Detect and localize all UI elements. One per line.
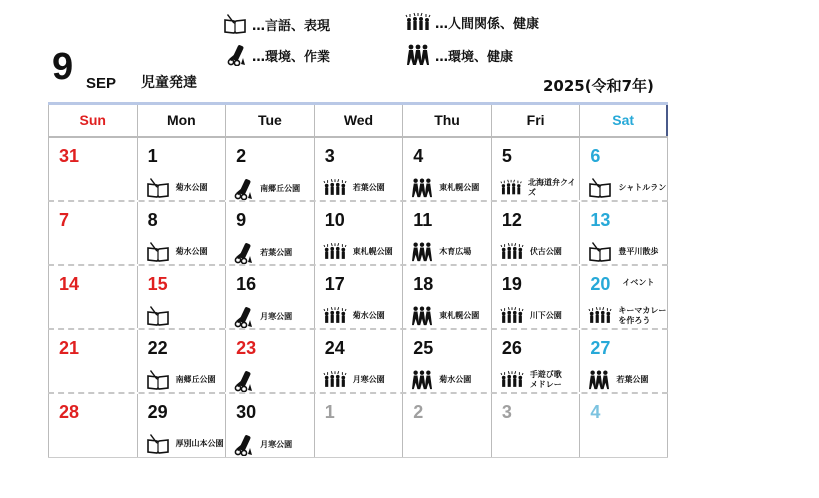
week-row: [48, 138, 668, 202]
writing-icon: [588, 242, 612, 262]
writing-icon: [588, 178, 612, 198]
event-label: 菊水公園: [352, 310, 385, 320]
day-number: 11: [413, 210, 433, 230]
event: [146, 434, 224, 454]
day-number: 1: [147, 146, 158, 166]
event-label: 菊水公園: [175, 183, 208, 193]
event-label: 若葉公園: [352, 182, 385, 192]
legend-item: [226, 44, 330, 66]
day-cell[interactable]: [579, 266, 668, 328]
day-number: 20: [590, 274, 611, 294]
event-label: 川下公園: [529, 310, 562, 320]
day-cell[interactable]: [579, 138, 668, 200]
people-group-icon: [323, 306, 347, 325]
people-group-icon: [405, 12, 431, 32]
day-cell[interactable]: [48, 202, 137, 264]
walking-people-icon: [411, 242, 433, 262]
walking-people-icon: [411, 178, 433, 198]
event: [411, 242, 471, 262]
calendar-weeks: [48, 138, 668, 458]
day-number: 3: [324, 146, 335, 166]
week-row: [48, 266, 668, 330]
day-number: 13: [590, 210, 611, 230]
day-cell[interactable]: [225, 266, 314, 328]
event-label: 南郷丘公園: [175, 375, 216, 385]
tools-icon: [234, 306, 254, 328]
day-cell[interactable]: [314, 330, 403, 392]
day-number: 25: [413, 338, 434, 358]
writing-icon: [222, 14, 248, 34]
day-note: イベント: [622, 278, 655, 287]
year-label: 2025(令和7年): [543, 77, 654, 95]
legend-item: [405, 12, 539, 32]
event: [234, 370, 260, 392]
day-cell[interactable]: [137, 266, 226, 328]
people-group-icon: [500, 178, 522, 197]
day-cell[interactable]: [48, 330, 137, 392]
day-cell[interactable]: [137, 330, 226, 392]
day-number: 21: [59, 338, 80, 358]
day-cell[interactable]: [48, 266, 137, 328]
event-label: 東札幌公園: [352, 246, 393, 256]
day-cell[interactable]: [402, 138, 491, 200]
event: [411, 370, 471, 390]
day-cell[interactable]: [402, 266, 491, 328]
day-number: 31: [59, 146, 80, 166]
day-cell[interactable]: [491, 202, 580, 264]
day-cell[interactable]: [491, 394, 580, 457]
weekday-thu: Thu: [402, 105, 491, 136]
tools-icon: [234, 242, 254, 264]
weekday-mon: Mon: [137, 105, 226, 136]
event: [234, 306, 292, 328]
walking-people-icon: [411, 370, 433, 390]
day-cell[interactable]: [225, 202, 314, 264]
event-label: 木育広場: [439, 247, 472, 257]
event-label: シャトルラン: [618, 183, 667, 193]
legend-item: [405, 44, 513, 66]
day-number: 15: [147, 274, 168, 294]
day-cell[interactable]: [137, 202, 226, 264]
day-cell[interactable]: [48, 138, 137, 200]
day-number: 30: [236, 402, 257, 422]
event: [500, 178, 580, 197]
legend-item: [222, 14, 330, 34]
walking-people-icon: [411, 306, 433, 326]
day-number: 24: [324, 338, 345, 358]
event: [323, 242, 393, 261]
weekday-fri: Fri: [491, 105, 580, 136]
day-cell[interactable]: [137, 394, 226, 457]
day-cell[interactable]: [579, 202, 668, 264]
event-label: 菊水公園: [175, 247, 208, 257]
legend-label: …環境、健康: [435, 49, 514, 65]
event-label: 月寒公園: [260, 440, 293, 450]
event-label: 菊水公園: [439, 375, 472, 385]
event: [323, 370, 385, 389]
day-number: 7: [59, 210, 70, 230]
event-label: 南郷丘公園: [260, 184, 301, 194]
people-group-icon: [500, 370, 524, 389]
event: [323, 306, 385, 325]
week-row: [48, 394, 668, 458]
day-cell[interactable]: [491, 266, 580, 328]
writing-icon: [146, 370, 170, 390]
event: [588, 242, 658, 262]
day-number: 26: [501, 338, 522, 358]
week-row: [48, 202, 668, 266]
event: [588, 306, 666, 325]
day-number: 22: [147, 338, 168, 358]
day-cell[interactable]: [579, 330, 668, 392]
day-number: 29: [147, 402, 168, 422]
day-number: 16: [236, 274, 257, 294]
legend-label: …人間関係、健康: [435, 16, 540, 32]
day-number: 28: [59, 402, 80, 422]
day-number: 2: [236, 146, 247, 166]
day-number: 1: [324, 402, 335, 422]
event: [323, 178, 385, 197]
event: [146, 242, 208, 262]
day-cell[interactable]: [579, 394, 668, 457]
day-number: 19: [501, 274, 522, 294]
day-number: 14: [59, 274, 80, 294]
day-cell[interactable]: [225, 394, 314, 457]
event-label: 手遊び歌 メドレー: [529, 370, 562, 389]
day-number: 4: [413, 146, 424, 166]
event: [411, 178, 479, 198]
month-abbr: SEP: [86, 75, 117, 92]
day-number: 23: [236, 338, 257, 358]
tools-icon: [226, 44, 248, 66]
people-group-icon: [323, 178, 347, 197]
event: [234, 434, 292, 456]
weekday-sun: Sun: [48, 105, 137, 136]
day-cell[interactable]: [48, 394, 137, 457]
event-label: 月寒公園: [352, 374, 385, 384]
day-number: 27: [590, 338, 611, 358]
day-cell[interactable]: [491, 330, 580, 392]
event-label: 月寒公園: [260, 312, 293, 322]
weekday-header-row: [48, 105, 668, 138]
writing-icon: [146, 242, 170, 262]
weekday-tue: Tue: [225, 105, 314, 136]
day-number: 12: [501, 210, 522, 230]
event-label: 若葉公園: [260, 248, 293, 258]
day-cell[interactable]: [225, 138, 314, 200]
walking-people-icon: [405, 44, 431, 66]
calendar-grid: [48, 102, 668, 461]
event: [146, 178, 208, 198]
event: [588, 178, 666, 198]
day-number: 6: [590, 146, 601, 166]
weekday-wed: Wed: [314, 105, 403, 136]
day-number: 2: [413, 402, 424, 422]
day-number: 17: [324, 274, 345, 294]
day-number: 9: [236, 210, 247, 230]
day-number: 18: [413, 274, 434, 294]
event-label: 若葉公園: [616, 375, 649, 385]
day-cell[interactable]: [491, 138, 580, 200]
people-group-icon: [500, 242, 524, 261]
day-cell[interactable]: [314, 138, 403, 200]
event-label: 東札幌公園: [439, 311, 480, 321]
event-label: 厚別山本公園: [175, 439, 224, 449]
event-label: 北海道弁クイズ: [528, 178, 576, 197]
event: [500, 370, 562, 389]
week-row: [48, 330, 668, 394]
day-cell[interactable]: [314, 202, 403, 264]
day-cell[interactable]: [402, 394, 491, 457]
day-cell[interactable]: [137, 138, 226, 200]
day-cell[interactable]: [225, 330, 314, 392]
event: [234, 242, 292, 264]
writing-icon: [146, 178, 170, 198]
tools-icon: [234, 370, 254, 392]
walking-people-icon: [588, 370, 610, 390]
event: [234, 178, 300, 200]
writing-icon: [146, 306, 170, 326]
weekday-sat: Sat: [579, 105, 668, 136]
day-number: 5: [501, 146, 512, 166]
month-number: 9: [52, 46, 74, 88]
event: [588, 370, 648, 390]
event: [146, 370, 216, 390]
writing-icon: [146, 434, 170, 454]
tools-icon: [234, 434, 254, 456]
event: [500, 306, 562, 325]
event: [411, 306, 479, 326]
legend-label: …環境、作業: [252, 49, 331, 65]
people-group-icon: [500, 306, 524, 325]
event: [146, 306, 176, 326]
people-group-icon: [323, 370, 347, 389]
event-label: キーマカレー を作ろう: [618, 306, 667, 325]
legend-label: …言語、表現: [252, 18, 331, 34]
tools-icon: [234, 178, 254, 200]
event-label: 東札幌公園: [439, 183, 480, 193]
event: [500, 242, 562, 261]
day-number: 4: [590, 402, 601, 422]
day-cell[interactable]: [314, 394, 403, 457]
calendar-title: 児童発達: [141, 75, 197, 91]
day-cell[interactable]: [402, 330, 491, 392]
day-number: 8: [147, 210, 158, 230]
day-number: 10: [324, 210, 345, 230]
day-cell[interactable]: [402, 202, 491, 264]
event-label: 豊平川散歩: [618, 247, 659, 257]
day-cell[interactable]: [314, 266, 403, 328]
day-number: 3: [501, 402, 512, 422]
people-group-icon: [588, 306, 612, 325]
people-group-icon: [323, 242, 347, 261]
event-label: 伏古公園: [529, 246, 562, 256]
